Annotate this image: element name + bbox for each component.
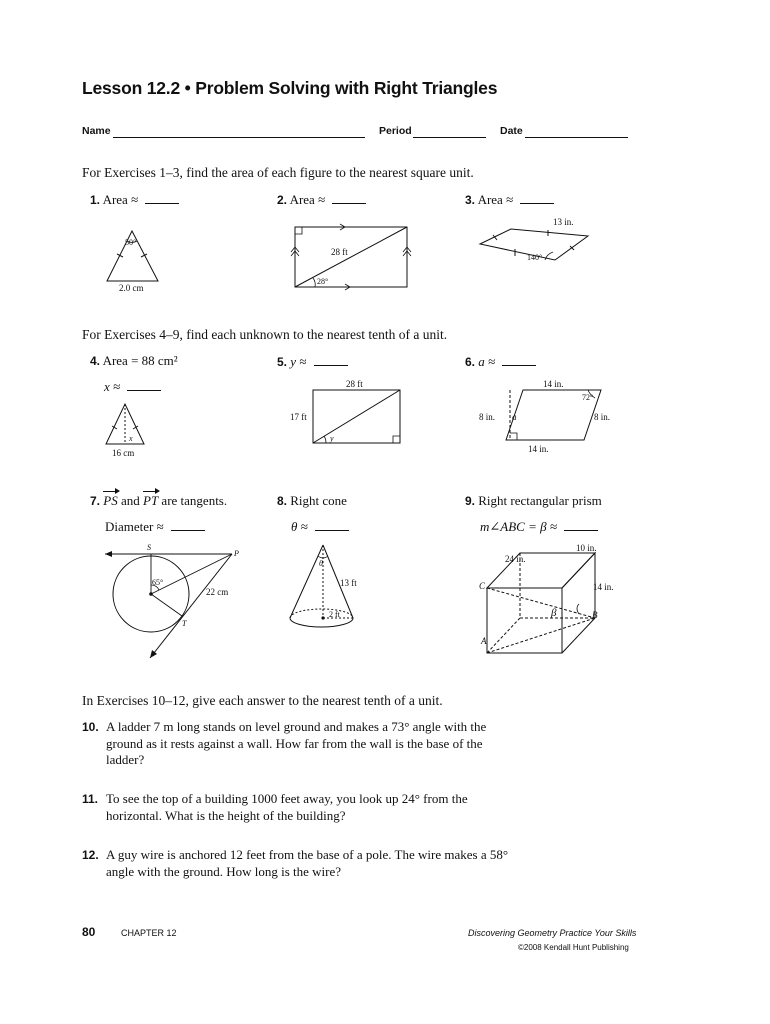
side-label: 17 ft bbox=[290, 412, 307, 422]
exercise-10 bbox=[82, 719, 512, 769]
exercise-number: 5. bbox=[277, 355, 288, 369]
point-t: T bbox=[182, 619, 187, 628]
answer-blank[interactable] bbox=[145, 191, 179, 204]
length-label: 24 in. bbox=[505, 554, 526, 564]
exercise-6-parallelogram-figure bbox=[476, 378, 616, 458]
angle-label: 72° bbox=[582, 393, 594, 402]
exercise-text: m∠ABC = β ≈ bbox=[480, 519, 557, 534]
width-label: 10 in. bbox=[576, 543, 597, 553]
angle-label: 65° bbox=[152, 578, 164, 587]
copyright: ©2008 Kendall Hunt Publishing bbox=[518, 943, 629, 952]
top-label: 28 ft bbox=[346, 379, 363, 389]
exercise-text: θ ≈ bbox=[291, 519, 308, 534]
point-p: P bbox=[234, 549, 239, 558]
exercise-text: Diameter ≈ bbox=[105, 519, 164, 534]
period-label: Period bbox=[379, 125, 412, 137]
ray-ps: PS bbox=[103, 493, 118, 508]
exercise-9-unknown bbox=[480, 518, 598, 535]
exercise-number: 8. bbox=[277, 494, 288, 508]
answer-blank[interactable] bbox=[171, 518, 205, 531]
theta-label: θ bbox=[319, 559, 323, 568]
point-b: B bbox=[592, 610, 598, 620]
side-label: 13 in. bbox=[553, 217, 574, 227]
chapter-label: CHAPTER 12 bbox=[121, 928, 177, 938]
exercise-number: 1. bbox=[90, 193, 101, 207]
exercise-text: are tangents. bbox=[161, 493, 228, 508]
book-title: Discovering Geometry Practice Your Skills bbox=[468, 928, 637, 938]
slant-label: 13 ft bbox=[340, 578, 357, 588]
exercise-4-triangle-figure bbox=[100, 398, 160, 460]
answer-blank[interactable] bbox=[332, 191, 366, 204]
exercise-9-prompt bbox=[465, 493, 602, 509]
radius-label: 2 ft bbox=[329, 610, 340, 619]
exercise-2-prompt bbox=[277, 191, 366, 208]
beta-label: β bbox=[551, 607, 557, 619]
period-field[interactable] bbox=[413, 137, 486, 138]
left-label: 8 in. bbox=[479, 412, 496, 422]
base-label: 16 cm bbox=[112, 448, 135, 458]
answer-blank[interactable] bbox=[520, 191, 554, 204]
y-label: y bbox=[330, 434, 334, 443]
exercise-text: Area ≈ bbox=[477, 192, 514, 207]
a-label: a bbox=[512, 412, 517, 422]
page-title: Lesson 12.2 • Problem Solving with Right Triangles bbox=[82, 78, 498, 98]
exercise-text: Area ≈ bbox=[289, 192, 326, 207]
diagonal-label: 28 ft bbox=[331, 247, 348, 257]
exercise-number: 6. bbox=[465, 355, 476, 369]
exercise-number: 2. bbox=[277, 193, 288, 207]
angle-label: 28° bbox=[317, 277, 329, 286]
exercise-number: 7. bbox=[90, 494, 101, 508]
exercise-number: 3. bbox=[465, 193, 476, 207]
exercise-text: A guy wire is anchored 12 feet from the base of a pole. The wire makes a 58° angle with the ground. How long is the wire? bbox=[106, 847, 509, 879]
exercise-11 bbox=[82, 791, 512, 824]
exercise-number: 4. bbox=[90, 354, 101, 368]
exercise-4-unknown bbox=[104, 378, 161, 395]
exercise-6-prompt bbox=[465, 353, 536, 370]
exercise-text: Area ≈ bbox=[102, 192, 139, 207]
name-label: Name bbox=[82, 125, 111, 137]
ray-pt: PT bbox=[143, 493, 159, 508]
exercise-text: x ≈ bbox=[104, 379, 121, 394]
exercise-4-prompt bbox=[90, 353, 178, 369]
exercise-12 bbox=[82, 847, 512, 880]
date-label: Date bbox=[500, 125, 523, 137]
exercise-text: Right cone bbox=[290, 493, 347, 508]
exercise-7-prompt bbox=[90, 493, 227, 509]
exercise-5-prompt bbox=[277, 353, 348, 370]
exercise-3-rhombus-figure bbox=[475, 214, 595, 269]
x-label: x bbox=[129, 434, 133, 443]
exercise-5-rectangle-figure bbox=[288, 378, 408, 448]
height-label: 14 in. bbox=[593, 582, 614, 592]
exercise-text: Right rectangular prism bbox=[478, 493, 602, 508]
exercise-text: y ≈ bbox=[290, 354, 307, 369]
point-c: C bbox=[479, 581, 486, 591]
exercise-9-prism-figure bbox=[475, 538, 625, 663]
section3-intro: In Exercises 10–12, give each answer to the nearest tenth of a unit. bbox=[82, 693, 443, 708]
exercise-number: 12. bbox=[82, 848, 99, 862]
exercise-text: A ladder 7 m long stands on level ground and makes a 73° angle with the ground as it rests against a wall. How far from the wall is the base of the ladder? bbox=[106, 719, 487, 767]
exercise-8-unknown bbox=[291, 518, 349, 535]
answer-blank[interactable] bbox=[564, 518, 598, 531]
exercise-text: Area = 88 cm² bbox=[102, 353, 178, 368]
date-field[interactable] bbox=[525, 137, 628, 138]
top-label: 14 in. bbox=[543, 379, 564, 389]
section2-intro: For Exercises 4–9, find each unknown to the nearest tenth of a unit. bbox=[82, 327, 448, 342]
exercise-8-cone-figure bbox=[285, 540, 375, 635]
point-s: S bbox=[147, 543, 151, 552]
angle-label: 50° bbox=[125, 238, 137, 247]
exercise-1-prompt bbox=[90, 191, 179, 208]
exercise-7-circle-figure bbox=[100, 538, 260, 663]
exercise-3-prompt bbox=[465, 191, 554, 208]
base-label: 2.0 cm bbox=[119, 283, 144, 293]
section1-intro: For Exercises 1–3, find the area of each figure to the nearest square unit. bbox=[82, 165, 474, 180]
exercise-number: 9. bbox=[465, 494, 476, 508]
answer-blank[interactable] bbox=[502, 353, 536, 366]
answer-blank[interactable] bbox=[314, 353, 348, 366]
exercise-2-rectangle-figure bbox=[285, 222, 415, 292]
exercise-number: 10. bbox=[82, 720, 99, 734]
exercise-number: 11. bbox=[82, 792, 99, 806]
answer-blank[interactable] bbox=[127, 378, 161, 391]
exercise-text: a ≈ bbox=[478, 354, 496, 369]
exercise-7-unknown bbox=[105, 518, 205, 535]
exercise-8-prompt bbox=[277, 493, 347, 509]
name-field[interactable] bbox=[113, 137, 365, 138]
point-a: A bbox=[481, 636, 487, 646]
exercise-1-triangle-figure bbox=[100, 222, 170, 297]
angle-label: 140° bbox=[527, 253, 543, 262]
page-number: 80 bbox=[82, 925, 96, 939]
right-label: 8 in. bbox=[594, 412, 611, 422]
length-label: 22 cm bbox=[206, 587, 229, 597]
bottom-label: 14 in. bbox=[528, 444, 549, 454]
and-text: and bbox=[120, 493, 140, 508]
answer-blank[interactable] bbox=[315, 518, 349, 531]
exercise-text: To see the top of a building 1000 feet away, you look up 24° from the horizontal. What is the height of the building? bbox=[106, 791, 468, 823]
